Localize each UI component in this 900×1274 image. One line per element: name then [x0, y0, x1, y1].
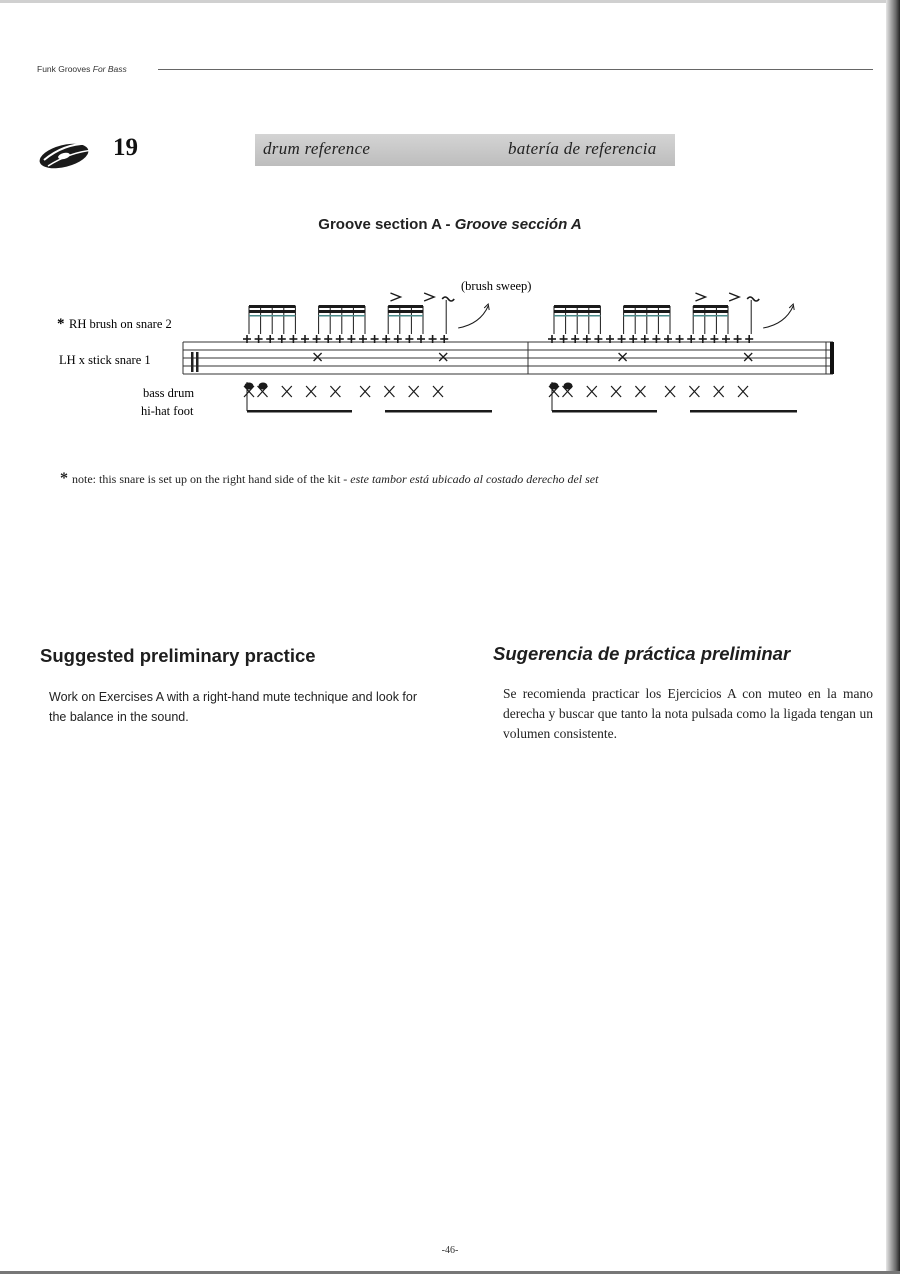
- sweep-arrow: [763, 306, 793, 328]
- percussion-clef: [191, 352, 194, 372]
- running-header: [37, 64, 127, 74]
- scan-top-edge: [0, 0, 900, 3]
- running-header-title-italic: For Bass: [92, 64, 127, 74]
- final-barline: [830, 342, 834, 374]
- sweep-arrow: [458, 306, 488, 328]
- rh-asterisk: *: [57, 316, 65, 332]
- cd-icon: [36, 136, 98, 172]
- staff: [183, 342, 834, 374]
- beam: [249, 305, 295, 308]
- instrument-labels: [57, 279, 531, 418]
- footnote: [60, 470, 598, 488]
- practice-body-es: Se recomienda practicar los Ejercicios A con muteo en la mano derecha y buscar que tanto la nota pulsada como la ligada tengan un volumen consistente.: [503, 686, 873, 741]
- label-bass-drum: bass drum: [143, 386, 195, 400]
- groove-title-en: Groove section A -: [318, 216, 455, 233]
- note-glyphs: [243, 293, 797, 413]
- beam: [624, 305, 670, 308]
- hihat-beam: [552, 410, 657, 413]
- running-header-title: Funk Grooves: [37, 64, 93, 74]
- accent: [695, 293, 705, 301]
- footnote-marker: *: [60, 470, 68, 487]
- practice-body-en: Work on Exercises A with a right-hand mute technique and look for the balance in the sound.: [49, 690, 418, 724]
- sweep-symbol: [747, 297, 759, 301]
- groove-title: [0, 216, 900, 233]
- accent: [729, 293, 739, 301]
- practice-heading-en: Suggested preliminary practice: [40, 645, 316, 666]
- footnote-text-es: este tambor está ubicado al costado derecho del set: [350, 472, 599, 486]
- beam: [319, 305, 365, 308]
- label-rh-brush: RH brush on snare 2: [69, 317, 172, 331]
- beam: [693, 305, 728, 308]
- banner-label-es: batería de referencia: [508, 139, 657, 158]
- label-lh-stick: LH x stick snare 1: [59, 353, 151, 367]
- beam: [388, 305, 423, 308]
- sweep-symbol: [442, 297, 454, 301]
- track-number: 19: [113, 134, 138, 161]
- banner-label-en: drum reference: [263, 139, 371, 158]
- accent: [390, 293, 400, 301]
- page-number: -46-: [441, 1245, 459, 1256]
- accent: [424, 293, 434, 301]
- groove-title-es: Groove sección A: [454, 216, 582, 233]
- label-hihat-foot: hi-hat foot: [141, 404, 194, 418]
- footnote-text-en: note: this snare is set up on the right hand side of the kit -: [72, 472, 351, 486]
- track-banner: [255, 134, 675, 166]
- header-rule: [158, 69, 873, 70]
- drum-score: [0, 270, 900, 430]
- brush-sweep-annotation: (brush sweep): [461, 279, 532, 293]
- hihat-beam: [247, 410, 352, 413]
- beam: [554, 305, 600, 308]
- scan-binding-edge: [886, 0, 900, 1274]
- practice-heading-es: Sugerencia de práctica preliminar: [493, 643, 791, 664]
